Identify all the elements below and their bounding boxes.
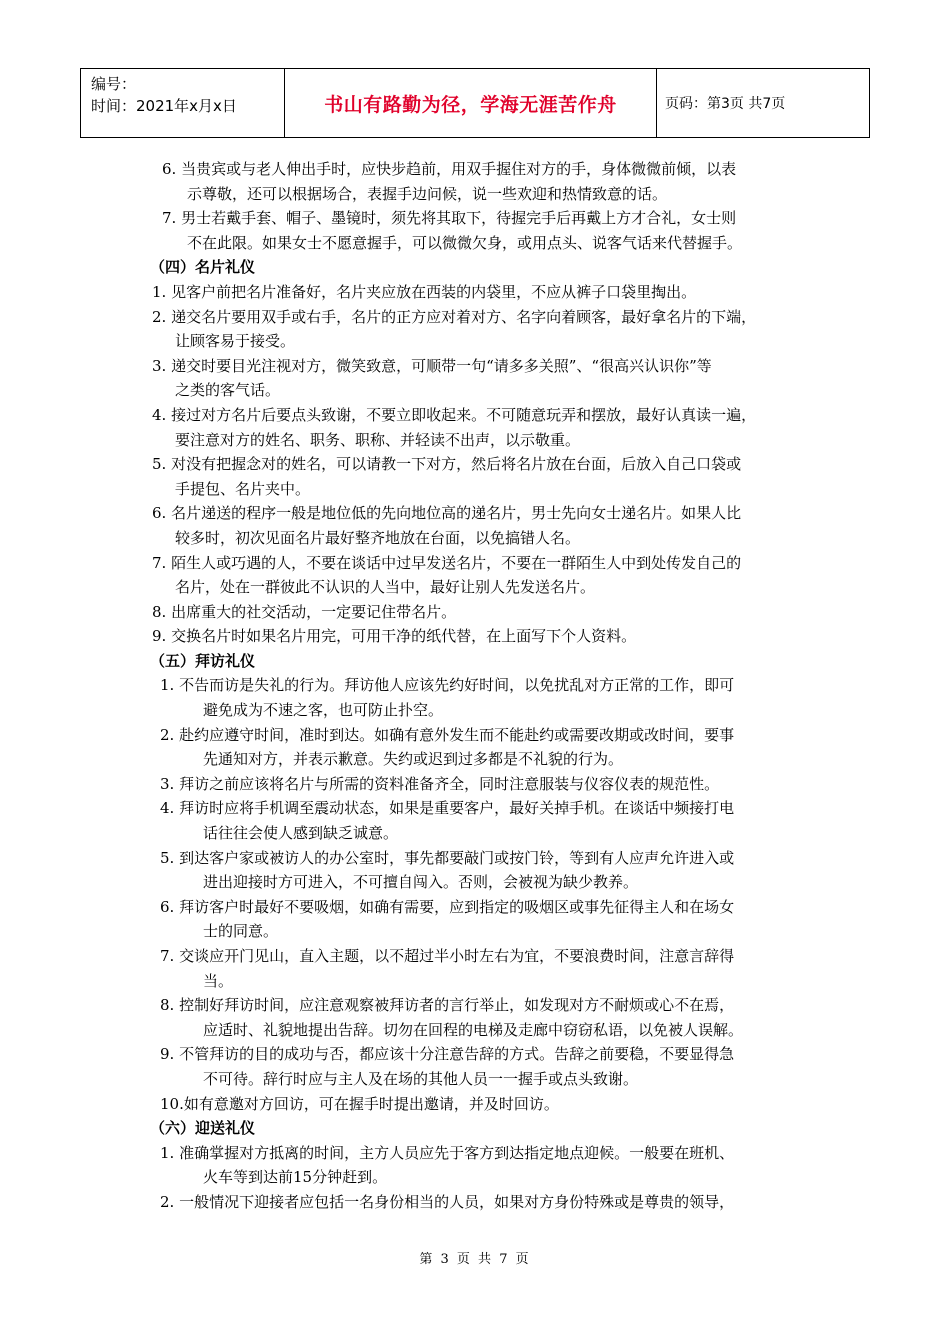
list-item: 5. 对没有把握念对的姓名，可以请教一下对方，然后将名片放在台面，后放入自己口袋或 xyxy=(152,455,742,474)
list-item-continuation: 进出迎接时方可进入，不可擅自闯入。否则，会被视为缺少教养。 xyxy=(203,873,639,892)
list-item-continuation: 当。 xyxy=(203,971,234,990)
list-item: 3. 拜访之前应该将名片与所需的资料准备齐全，同时注意服装与仪容仪表的规范性。 xyxy=(160,774,720,793)
list-item: 1. 不告而访是失礼的行为。拜访他人应该先约好时间，以免扰乱对方正常的工作，即可 xyxy=(160,676,735,695)
list-item: 8. 控制好拜访时间，应注意观察被拜访者的言行举止，如发现对方不耐烦或心不在焉， xyxy=(160,996,735,1015)
list-item-continuation: 示尊敬，还可以根据场合，表握手边问候，说一些欢迎和热情致意的话。 xyxy=(187,184,668,203)
list-item: 1. 见客户前把名片准备好，名片夹应放在西装的内袋里，不应从裤子口袋里掏出。 xyxy=(152,282,697,301)
header-left-cell xyxy=(81,69,285,137)
list-item: 4. 拜访时应将手机调至震动状态，如果是重要客户，最好关掉手机。在谈话中频接打电 xyxy=(160,799,735,818)
list-item: 2. 赴约应遵守时间，准时到达。如确有意外发生而不能赴约或需要改期或改时间，要事 xyxy=(160,725,735,744)
list-item-continuation: 士的同意。 xyxy=(203,922,279,941)
list-item-continuation: 不在此限。如果女士不愿意握手，可以微微欠身，或用点头、说客气话来代替握手。 xyxy=(187,233,743,252)
number-label: 编号： xyxy=(91,75,137,93)
date-label: 时间：2021年x月x日 xyxy=(91,97,237,115)
list-item: 2. 递交名片要用双手或右手，名片的正方应对着对方、名字向着顾客，最好拿名片的下端， xyxy=(152,307,757,326)
list-item: 2. 一般情况下迎接者应包括一名身份相当的人员，如果对方身份特殊或是尊贵的领导， xyxy=(160,1192,735,1211)
list-item-continuation: 不可待。辞行时应与主人及在场的其他人员一一握手或点头致谢。 xyxy=(203,1069,639,1088)
list-item-continuation: 之类的客气话。 xyxy=(175,381,281,400)
header-motto: 书山有路勤为径，学海无涯苦作舟 xyxy=(285,69,657,137)
header-table xyxy=(80,68,870,138)
list-item: 7. 男士若戴手套、帽子、墨镜时，须先将其取下，待握完手后再戴上方才合礼，女士则 xyxy=(162,209,737,228)
list-item: 9. 交换名片时如果名片用完，可用干净的纸代替，在上面写下个人资料。 xyxy=(152,627,637,646)
list-item-continuation: 火车等到达前15分钟赶到。 xyxy=(203,1168,388,1187)
list-item: 8. 出席重大的社交活动，一定要记住带名片。 xyxy=(152,602,457,621)
list-item: 3. 递交时要目光注视对方，微笑致意，可顺带一句“请多多关照”、“很高兴认识你”等 xyxy=(152,356,712,375)
list-item: 9. 不管拜访的目的成功与否，都应该十分注意告辞的方式。告辞之前要稳，不要显得急 xyxy=(160,1045,735,1064)
list-item: 4. 接过对方名片后要点头致谢，不要立即收起来。不可随意玩弄和摆放，最好认真读一遍， xyxy=(152,405,757,424)
list-item-continuation: 要注意对方的姓名、职务、职称、并轻读不出声，以示敬重。 xyxy=(175,430,581,449)
document-body xyxy=(80,157,870,1215)
list-item-continuation: 先通知对方，并表示歉意。失约或迟到过多都是不礼貌的行为。 xyxy=(203,750,624,769)
section-heading: （五）拜访礼仪 xyxy=(150,651,256,670)
section-heading: （六）迎送礼仪 xyxy=(150,1119,256,1138)
list-item: 1. 准确掌握对方抵离的时间，主方人员应先于客方到达指定地点迎候。一般要在班机、 xyxy=(160,1143,735,1162)
list-item-continuation: 名片，处在一群彼此不认识的人当中，最好让别人先发送名片。 xyxy=(175,578,596,597)
header-page-info: 页码：第3页 共7页 xyxy=(665,96,786,112)
section-heading: （四）名片礼仪 xyxy=(150,258,256,277)
list-item: 7. 交谈应开门见山，直入主题，以不超过半小时左右为宜，不要浪费时间，注意言辞得 xyxy=(160,947,735,965)
page-footer: 第 3 页 共 7 页 xyxy=(419,1252,531,1267)
list-item-continuation: 手提包、名片夹中。 xyxy=(175,479,311,498)
list-item: 5. 到达客户家或被访人的办公室时，事先都要敲门或按门铃，等到有人应声允许进入或 xyxy=(160,848,735,867)
list-item: 6. 拜访客户时最好不要吸烟，如确有需要，应到指定的吸烟区或事先征得主人和在场女 xyxy=(160,897,735,916)
list-item-continuation: 话往往会使人感到缺乏诚意。 xyxy=(203,824,399,843)
list-item: 6. 名片递送的程序一般是地位低的先向地位高的递名片，男士先向女士递名片。如果人比 xyxy=(152,504,742,523)
list-item-continuation: 较多时，初次见面名片最好整齐地放在台面，以免搞错人名。 xyxy=(175,528,581,547)
list-item: 7. 陌生人或巧遇的人，不要在谈话中过早发送名片，不要在一群陌生人中到处传发自己的 xyxy=(152,553,742,572)
list-item: 6. 当贵宾或与老人伸出手时，应快步趋前，用双手握住对方的手，身体微微前倾，以表 xyxy=(162,160,737,178)
list-item-continuation: 让顾客易于接受。 xyxy=(175,332,296,351)
list-item-continuation: 应适时、礼貌地提出告辞。切勿在回程的电梯及走廊中窃窃私语，以免被人误解。 xyxy=(203,1020,744,1039)
list-item: 10.如有意邀对方回访，可在握手时提出邀请，并及时回访。 xyxy=(160,1094,559,1113)
list-item-continuation: 避免成为不速之客，也可防止扑空。 xyxy=(203,701,444,720)
